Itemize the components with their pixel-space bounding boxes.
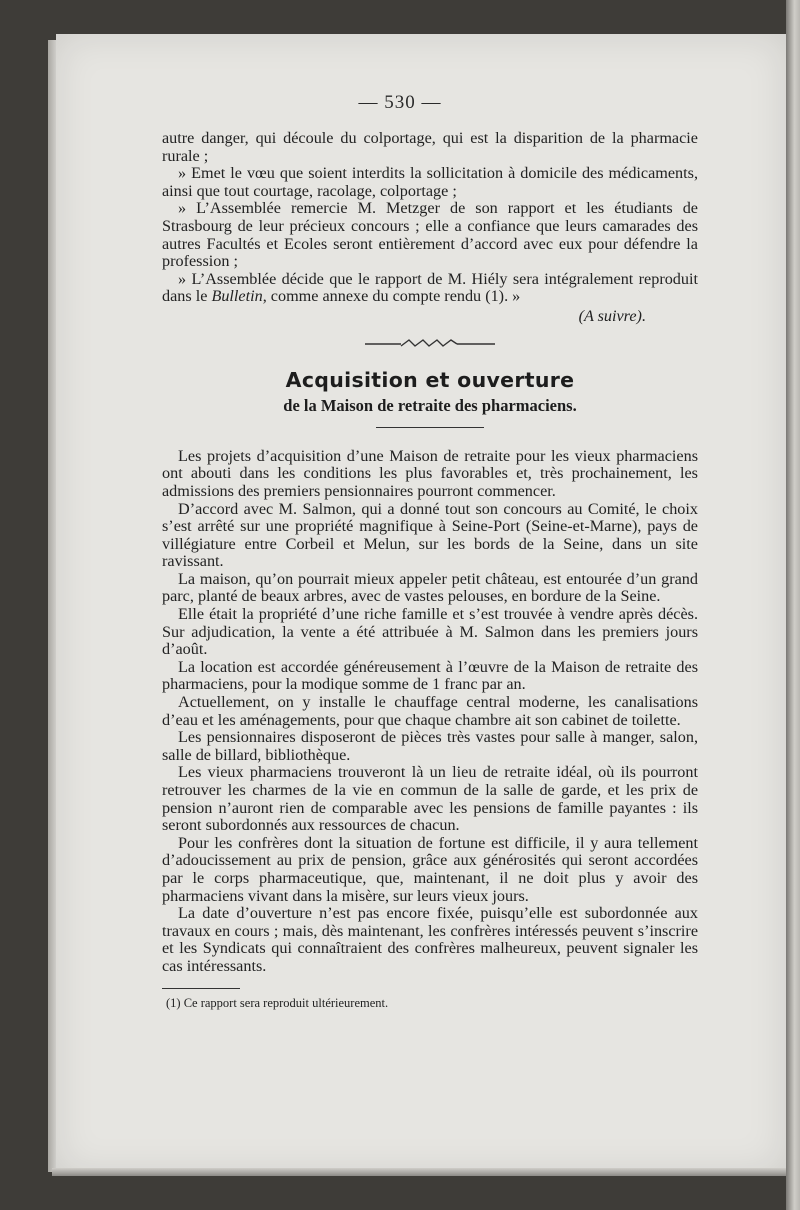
paragraph: La maison, qu’on pourrait mieux appeler petit château, est entourée d’un grand parc, planté de beaux arbres, avec de vastes pelouses, en bordure de la Seine. bbox=[162, 569, 698, 606]
bulletin-title: Bulletin bbox=[211, 287, 263, 306]
paragraph: D’accord avec M. Salmon, qui a donné tout son concours au Comité, le choix s’est arrêté sur une propriété magnifique à Seine-Port (Seine-et-Marne), pays de villégiature entre Corbeil et Melun, sur les bords de la Seine, dans un site ravissant. bbox=[162, 499, 698, 571]
paragraph: La location est accordée généreusement à l’œuvre de la Maison de retraite des pharmaciens, pour la modique somme de 1 franc par an. bbox=[162, 657, 698, 694]
footnote: (1) Ce rapport sera reproduit ultérieurement. bbox=[166, 995, 389, 1010]
paragraph: » L’Assemblée décide que le rapport de M. Hiély sera intégralement reproduit dans le Bulletin, comme annexe du compte rendu (1). » bbox=[162, 269, 698, 306]
title-rule bbox=[376, 427, 484, 428]
paragraph: Les pensionnaires disposeront de pièces très vastes pour salle à manger, salon, salle de billard, bibliothèque. bbox=[162, 728, 698, 764]
paragraph: Actuellement, on y installe le chauffage central moderne, les canalisations d’eau et les aménagements, pour que chaque chambre ait son cabinet de toilette. bbox=[162, 693, 698, 729]
paragraph: autre danger, qui découle du colportage, qui est la disparition de la pharmacie rurale ; bbox=[162, 129, 698, 165]
paragraph: Les vieux pharmaciens trouveront là un lieu de retraite idéal, où ils pourront retrouver les charmes de la vie en commun de la salle de garde, et les prix de pension n’auront rien de comparable avec les pensions de famille payantes : ils seront subordonnés aux ressources de chacun. bbox=[162, 763, 698, 835]
ornament-divider bbox=[365, 338, 495, 348]
paragraph: » Emet le vœu que soient interdits la sollicitation à domicile des médicaments, ainsi que tout courtage, racolage, colportage ; bbox=[162, 164, 698, 200]
paragraph: Les projets d’acquisition d’une Maison de retraite pour les vieux pharmaciens ont abouti dans les conditions les plus favorables et, très prochainement, les admissions des premiers pensionnaires pourront commencer. bbox=[162, 446, 698, 500]
paragraph: Elle était la propriété d’une riche famille et s’est trouvée à vendre après décès. Sur adjudication, la vente a été attribuée à M. Salmon dans les premiers jours d’août. bbox=[162, 605, 698, 659]
page-right-edge bbox=[786, 0, 800, 1210]
paragraph: Pour les confrères dont la situation de fortune est difficile, il y aura tellement d’adoucissement au prix de pension, grâce aux générosités qui seront accordées par le corps pharmaceutique, que, maintenant, il ne doit plus y avoir des pharmaciens vivant dans la misère, sur leurs vieux jours. bbox=[162, 833, 698, 905]
page-bottom-edge bbox=[52, 1168, 788, 1176]
paragraph: La date d’ouverture n’est pas encore fixée, puisqu’elle est subordonnée aux travaux en cours ; mais, dès maintenant, les confrères intéressés peuvent s’inscrire et les Syndicats qui connaîtraient des confrères malheureux, peuvent signaler les cas intéressants. bbox=[162, 904, 698, 975]
page-number: — 530 — bbox=[358, 92, 442, 113]
to-follow-note: (A suivre). bbox=[578, 306, 646, 325]
article-title: Acquisition et ouverture bbox=[285, 367, 575, 392]
footnote-rule bbox=[162, 988, 240, 989]
paragraph: » L’Assemblée remercie M. Metzger de son rapport et les étudiants de Strasbourg de leur précieux concours ; elle a confiance que leurs camarades des autres Facultés et Ecoles seront entièrement d’accord avec eux pour défendre la profession ; bbox=[162, 199, 698, 271]
page-content bbox=[162, 130, 698, 1012]
article-subtitle: de la Maison de retraite des pharmaciens. bbox=[283, 396, 577, 416]
